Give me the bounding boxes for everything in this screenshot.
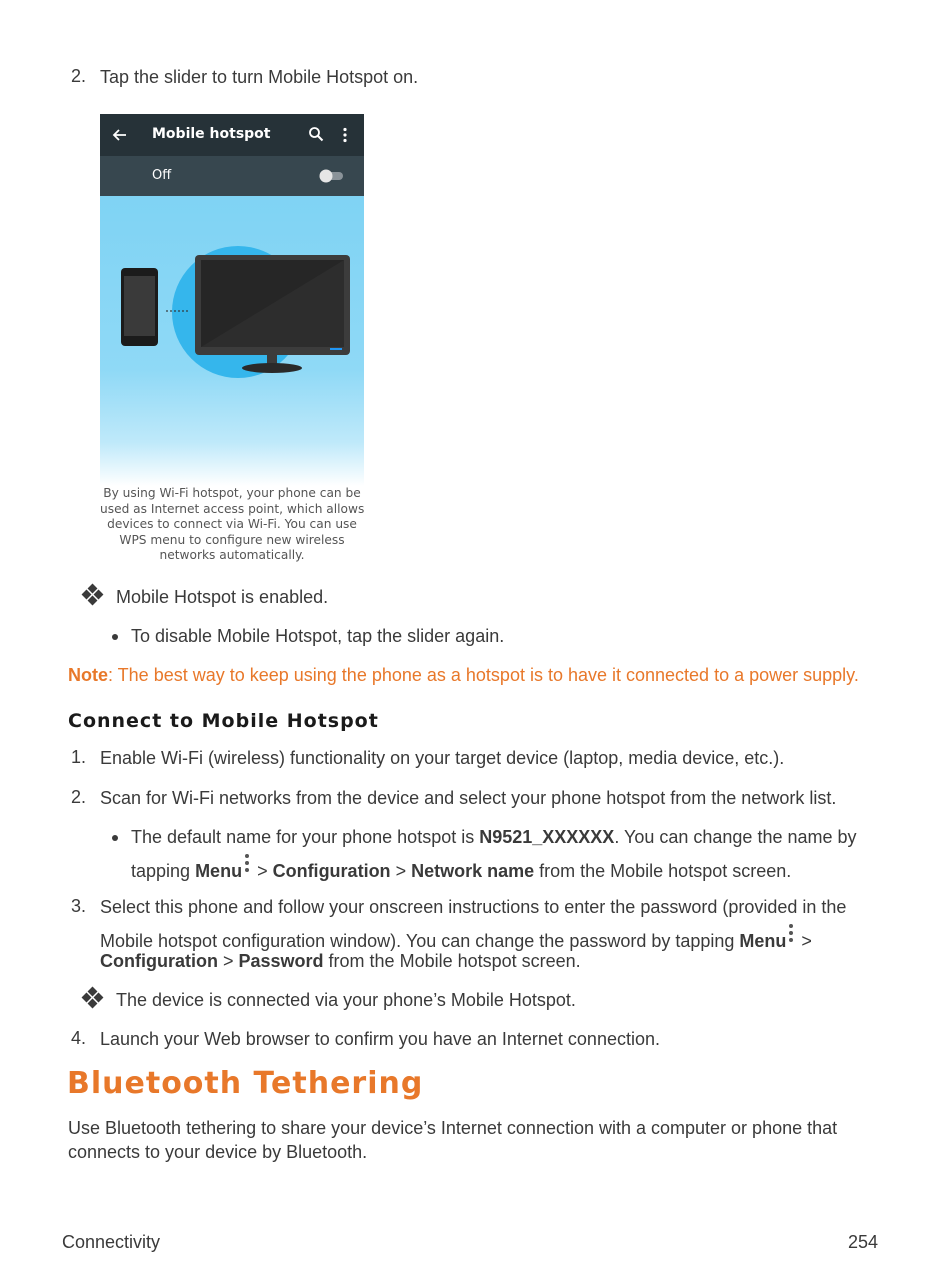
result-text: The device is connected via your phone’s Mobile Hotspot. bbox=[116, 990, 576, 1010]
connect-heading: Connect to Mobile Hotspot bbox=[68, 710, 379, 732]
menu-label: Menu bbox=[195, 861, 243, 881]
note-label: Note bbox=[68, 665, 108, 685]
menu-icon bbox=[242, 857, 252, 879]
text-run: . You can change the name by bbox=[614, 827, 857, 847]
separator: > bbox=[217, 951, 239, 971]
description-line: WPS menu to configure new wireless bbox=[119, 532, 345, 547]
result-diamond-icon bbox=[83, 988, 103, 1006]
bullet-text-continued bbox=[131, 857, 791, 882]
search-icon bbox=[308, 126, 324, 142]
app-title: Mobile hotspot bbox=[152, 126, 271, 142]
app-bar bbox=[100, 114, 364, 156]
bullet-dot bbox=[112, 634, 118, 640]
phone-illustration bbox=[121, 268, 158, 346]
hotspot-toggle-row bbox=[100, 156, 364, 196]
text-run: tapping bbox=[131, 861, 196, 881]
configuration-label: Configuration bbox=[100, 951, 218, 971]
password-label: Password bbox=[238, 951, 324, 971]
text-run: The default name for your phone hotspot is bbox=[131, 827, 480, 847]
description-line: By using Wi-Fi hotspot, your phone can be bbox=[103, 486, 361, 500]
step-text: Scan for Wi-Fi networks from the device and select your phone hotspot from the network list. bbox=[100, 788, 837, 808]
text-run: Mobile hotspot configuration window). You can change the password by tapping bbox=[100, 931, 740, 951]
note-text: : The best way to keep using the phone as a hotspot is to have it connected to a power supply. bbox=[108, 665, 859, 685]
step-text: Tap the slider to turn Mobile Hotspot on. bbox=[100, 67, 419, 87]
text-run: from the Mobile hotspot screen. bbox=[534, 861, 792, 881]
step-text-continued bbox=[100, 927, 812, 952]
step-number: 4. bbox=[70, 1028, 86, 1048]
step-text-continued bbox=[100, 950, 581, 972]
step-text: Enable Wi-Fi (wireless) functionality on your target device (laptop, media device, etc.). bbox=[100, 748, 785, 768]
toggle-state-label: Off bbox=[152, 168, 172, 183]
toggle-switch-off bbox=[318, 168, 346, 184]
page-number: 254 bbox=[848, 1232, 879, 1252]
bullet-text: To disable Mobile Hotspot, tap the slider again. bbox=[131, 626, 505, 646]
paragraph-line: connects to your device by Bluetooth. bbox=[68, 1142, 368, 1162]
menu-label: Menu bbox=[739, 931, 787, 951]
footer-section: Connectivity bbox=[62, 1232, 161, 1252]
bullet-text bbox=[131, 826, 857, 848]
default-hotspot-name: N9521_XXXXXX bbox=[479, 827, 615, 847]
description-line: networks automatically. bbox=[159, 548, 305, 562]
result-text: Mobile Hotspot is enabled. bbox=[116, 587, 329, 607]
step-number: 2. bbox=[70, 66, 86, 86]
bullet-dot bbox=[112, 835, 118, 841]
description-line: used as Internet access point, which allows bbox=[100, 501, 364, 516]
step-text: Launch your Web browser to confirm you have an Internet connection. bbox=[100, 1029, 660, 1049]
step-text: Select this phone and follow your onscreen instructions to enter the password (provided in the bbox=[100, 897, 847, 917]
back-arrow-icon bbox=[112, 127, 128, 143]
hotspot-description bbox=[100, 486, 364, 564]
step-number: 3. bbox=[70, 896, 86, 916]
step-number: 1. bbox=[70, 747, 86, 767]
menu-icon bbox=[786, 927, 796, 949]
step-number: 2. bbox=[70, 787, 86, 807]
separator: > bbox=[390, 861, 412, 881]
text-run: from the Mobile hotspot screen. bbox=[323, 951, 581, 971]
description-line: devices to connect via Wi-Fi. You can use bbox=[107, 517, 357, 531]
hotspot-illustration bbox=[100, 196, 364, 486]
overflow-menu-icon bbox=[341, 127, 349, 143]
result-diamond-icon bbox=[83, 585, 103, 603]
configuration-label: Configuration bbox=[272, 861, 391, 881]
separator: > bbox=[252, 861, 273, 881]
note bbox=[68, 664, 859, 686]
section-heading: Bluetooth Tethering bbox=[67, 1066, 424, 1101]
separator: > bbox=[796, 931, 812, 951]
network-name-label: Network name bbox=[411, 861, 535, 881]
paragraph-line: Use Bluetooth tethering to share your device’s Internet connection with a computer or phone that bbox=[68, 1118, 838, 1138]
mobile-hotspot-screenshot bbox=[100, 114, 364, 565]
